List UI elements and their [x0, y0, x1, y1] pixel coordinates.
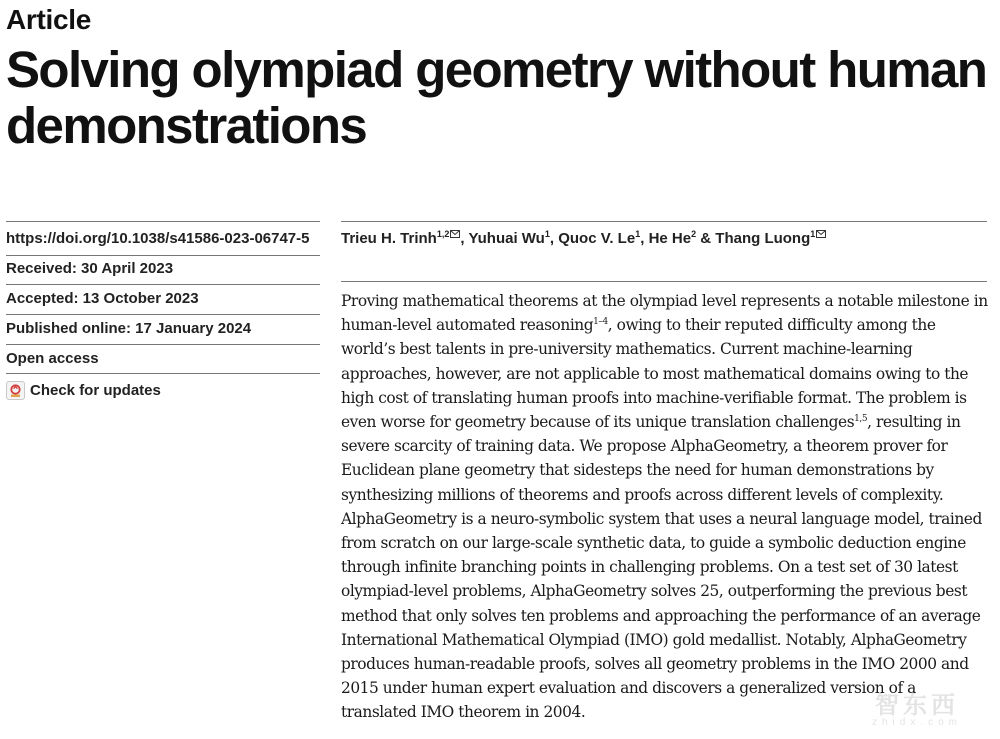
- received-date: Received: 30 April 2023: [6, 260, 174, 277]
- author-separator: ,: [640, 230, 649, 247]
- author-name[interactable]: Quoc V. Le: [558, 230, 636, 247]
- article-title: Solving olympiad geometry without human demonstrations: [6, 41, 987, 154]
- doi-link[interactable]: [6, 230, 320, 247]
- divider-meta-3: [6, 314, 320, 315]
- divider-meta-5: [6, 373, 320, 374]
- check-updates-link[interactable]: Check for updates: [30, 382, 161, 399]
- author-name[interactable]: Trieu H. Trinh: [341, 230, 437, 247]
- email-icon[interactable]: [449, 230, 460, 247]
- author-list: [341, 230, 991, 247]
- author-affiliation: 1: [635, 229, 641, 239]
- divider-authors: [341, 281, 987, 282]
- watermark: 智东西 zhidx.com: [871, 691, 962, 728]
- divider-meta-4: [6, 344, 320, 345]
- published-date: Published online: 17 January 2024: [6, 320, 252, 337]
- author-name[interactable]: Thang Luong: [715, 230, 811, 247]
- author-separator: ,: [460, 230, 469, 247]
- doi-text: https://doi.org/10.1038/s41586-023-06747-5: [6, 230, 310, 247]
- author-affiliation: 1: [810, 229, 816, 239]
- abstract: Proving mathematical theorems at the olympiad level represents a notable milestone in human-level automated reasoning$^{1-4}$, owing to their reputed difficulty among the world’s best talents in pre-university mathematics. Current machine-learning approaches, however, are not applicable to most mathematical domains owing to the high cost of translating human proofs into machine-verifiable format. The problem is even worse for geometry because of its unique translation challenges$^{1,5}$, resulting in severe scarcity of training data. We propose AlphaGeometry, a theorem prover for Euclidean plane geometry that sidesteps the need for human demonstrations by synthesizing millions of theorems and proofs across different levels of complexity. AlphaGeometry is a neuro-symbolic system that uses a neural language model, trained from scratch on our large-scale synthetic data, to guide a symbolic deduction engine through infinite branching points in challenging problems. On a test set of 30 latest olympiad-level problems, AlphaGeometry solves 25, outperforming the previous best method that only solves ten problems and approaching the performance of an average International Mathematical Olympiad (IMO) gold medallist. Notably, AlphaGeometry produces human-readable proofs, solves all geometry problems in the IMO 2000 and 2015 under human expert evaluation and discovers a generalized version of a translated IMO theorem in 2004.: [341, 292, 988, 722]
- author-name[interactable]: Yuhuai Wu: [468, 230, 545, 247]
- author-affiliation: 1,2: [436, 229, 450, 239]
- article-type-label: Article: [6, 4, 92, 35]
- divider-top-right: [341, 221, 987, 222]
- accepted-date: Accepted: 13 October 2023: [6, 290, 199, 307]
- email-icon[interactable]: [815, 230, 826, 247]
- divider-meta-1: [6, 255, 320, 256]
- author-affiliation: 2: [691, 229, 697, 239]
- author-separator: &: [696, 230, 716, 247]
- check-updates-icon[interactable]: [6, 381, 25, 400]
- divider-top-left: [6, 221, 320, 222]
- author-affiliation: 1: [544, 229, 550, 239]
- citation-1-4[interactable]: 1–4: [593, 317, 608, 328]
- divider-meta-2: [6, 284, 320, 285]
- author-name[interactable]: He He: [648, 230, 692, 247]
- citation-1-5[interactable]: 1,5: [854, 414, 868, 425]
- open-access-label[interactable]: Open access: [6, 350, 99, 367]
- author-separator: ,: [549, 230, 559, 247]
